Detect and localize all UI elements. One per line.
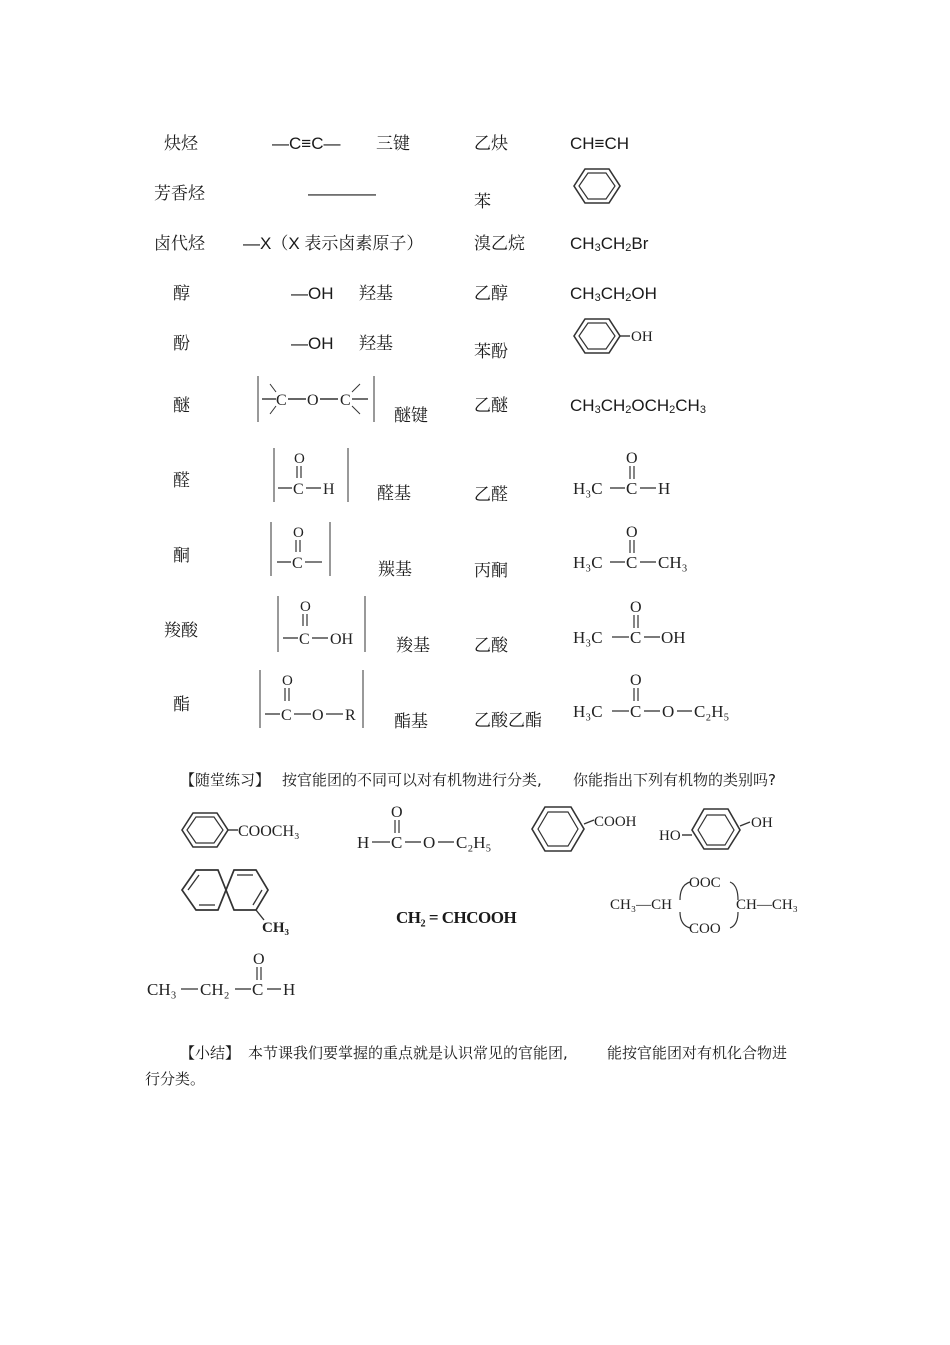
molecule-methylnaphthalene xyxy=(178,866,298,938)
class-ketone: 酮 xyxy=(173,546,190,566)
formula-ethyne: CH≡CH xyxy=(570,134,630,153)
molecule-propanal xyxy=(146,946,316,1004)
svg-text:C: C xyxy=(391,833,403,852)
group-formula-halogen: —X（X 表示卤素原子） xyxy=(243,234,424,253)
svg-text:C: C xyxy=(299,631,310,648)
example-phenol: 苯酚 xyxy=(474,342,508,362)
aldehyde-group-structure xyxy=(273,448,349,502)
ester-group-structure xyxy=(259,670,365,728)
svg-text:O: O xyxy=(253,951,265,968)
group-name-ester: 酯基 xyxy=(394,712,428,732)
group-name-ether-bond: 醚键 xyxy=(394,406,428,426)
svg-text:O: O xyxy=(282,673,293,689)
svg-text:H₃C: H₃C xyxy=(573,628,603,647)
group-formula-hydroxyl: —OH xyxy=(291,284,334,303)
svg-text:O: O xyxy=(300,599,311,615)
phenol-structure-icon xyxy=(572,316,662,356)
acetaldehyde-structure xyxy=(572,447,682,502)
example-acetaldehyde: 乙醛 xyxy=(474,485,508,505)
group-name-carboxyl: 羧基 xyxy=(396,636,430,656)
group-formula-phenol-hydroxyl: —OH xyxy=(291,334,334,353)
svg-text:CH₃—CH: CH₃—CH xyxy=(610,897,672,913)
svg-text:CH₂: CH₂ xyxy=(200,980,230,999)
svg-text:C: C xyxy=(630,702,642,721)
svg-text:CH₃: CH₃ xyxy=(262,920,289,936)
svg-text:COO: COO xyxy=(689,921,721,937)
exercise-text-1: 按官能团的不同可以对有机物进行分类, xyxy=(282,771,542,789)
class-alkyne: 炔烃 xyxy=(164,134,198,154)
summary-tag: 【小结】 xyxy=(180,1044,241,1062)
svg-text:OH: OH xyxy=(330,631,354,648)
svg-text:C₂H₅: C₂H₅ xyxy=(694,702,730,721)
svg-text:O: O xyxy=(312,707,324,724)
carbonyl-group-structure xyxy=(270,522,332,576)
svg-text:C: C xyxy=(281,707,292,724)
group-formula-aromatic: ———— xyxy=(308,184,376,203)
svg-text:C: C xyxy=(340,392,351,409)
formula-ethanol: $CH_3CH_2OH$ xyxy=(570,284,657,304)
class-phenol: 酚 xyxy=(173,334,190,354)
ethyl-acetate-structure xyxy=(572,669,742,727)
molecule-acrylic-acid: CH₂ = CHCOOH xyxy=(396,908,517,927)
acetic-acid-structure xyxy=(572,596,696,651)
example-ethyl-acetate: 乙酸乙酯 xyxy=(474,711,542,731)
svg-text:O: O xyxy=(662,702,675,721)
class-haloalkane: 卤代烃 xyxy=(154,234,205,254)
svg-text:R: R xyxy=(345,707,356,724)
example-ethyne: 乙炔 xyxy=(474,134,508,154)
svg-text:COOCH₃: COOCH₃ xyxy=(238,823,300,840)
svg-text:C: C xyxy=(630,628,642,647)
svg-text:C: C xyxy=(276,392,287,409)
svg-text:H: H xyxy=(283,980,296,999)
example-acetic-acid: 乙酸 xyxy=(474,636,508,656)
svg-text:H: H xyxy=(658,479,671,498)
class-ester: 酯 xyxy=(173,695,190,715)
svg-text:CH₃: CH₃ xyxy=(658,553,688,572)
svg-text:OH: OH xyxy=(661,628,686,647)
group-formula-triple-bond: —C≡C— xyxy=(272,134,341,153)
example-bromoethane: 溴乙烷 xyxy=(474,234,525,254)
example-benzene: 苯 xyxy=(474,192,491,212)
exercise-tag: 【随堂练习】 xyxy=(180,771,271,789)
svg-text:O: O xyxy=(630,599,642,616)
svg-text:OH: OH xyxy=(751,815,773,831)
svg-text:CH—CH₃: CH—CH₃ xyxy=(736,897,798,913)
molecule-hydroquinone xyxy=(658,802,778,854)
group-name-carbonyl: 羰基 xyxy=(378,560,412,580)
svg-text:CH₃: CH₃ xyxy=(147,980,177,999)
svg-text:C: C xyxy=(626,553,638,572)
svg-text:H₃C: H₃C xyxy=(573,553,603,572)
svg-text:H: H xyxy=(357,833,370,852)
svg-text:C: C xyxy=(252,980,264,999)
formula-bromoethane: $CH_3CH_2Br$ xyxy=(570,234,649,254)
exercise-intro xyxy=(180,768,542,792)
example-acetone: 丙酮 xyxy=(474,561,508,581)
svg-text:C: C xyxy=(626,479,638,498)
formula-diethyl-ether: $CH_3CH_2OCH_2CH_3$ xyxy=(570,396,706,416)
svg-text:OOC: OOC xyxy=(689,875,721,891)
class-ether: 醚 xyxy=(173,396,190,416)
ether-bond-structure xyxy=(256,376,376,422)
svg-text:O: O xyxy=(423,833,436,852)
summary-text-3: 行分类。 xyxy=(145,1070,206,1088)
class-aromatic: 芳香烃 xyxy=(154,184,205,204)
example-ethanol: 乙醇 xyxy=(474,284,508,304)
svg-text:O: O xyxy=(307,392,319,409)
svg-text:HO: HO xyxy=(659,828,681,844)
acetone-structure xyxy=(572,521,696,576)
svg-text:O: O xyxy=(630,672,642,689)
molecule-benzoic-acid xyxy=(530,802,640,856)
carboxyl-group-structure xyxy=(277,596,367,652)
svg-text:C: C xyxy=(293,481,304,498)
svg-text:H: H xyxy=(323,481,335,498)
svg-text:O: O xyxy=(391,804,403,821)
class-aldehyde: 醛 xyxy=(173,471,190,491)
group-name-hydroxyl: 羟基 xyxy=(359,284,393,304)
summary-text-2: 能按官能团对有机化合物进 xyxy=(607,1044,788,1062)
svg-text:C: C xyxy=(292,555,303,572)
example-diethyl-ether: 乙醚 xyxy=(474,396,508,416)
molecule-ethyl-formate xyxy=(356,801,506,856)
exercise-question: 你能指出下列有机物的类别吗? xyxy=(573,771,776,789)
group-name-triple-bond: 三键 xyxy=(376,134,410,154)
svg-text:OH: OH xyxy=(631,329,653,345)
svg-text:O: O xyxy=(294,451,305,467)
molecule-methyl-benzoate xyxy=(180,809,330,851)
svg-text:COOH: COOH xyxy=(594,814,637,830)
svg-text:O: O xyxy=(293,525,304,541)
svg-text:O: O xyxy=(626,524,638,541)
group-name-aldehyde: 醛基 xyxy=(377,484,411,504)
class-carboxylic-acid: 羧酸 xyxy=(164,621,198,641)
svg-text:H₃C: H₃C xyxy=(573,702,603,721)
class-alcohol: 醇 xyxy=(173,284,190,304)
svg-text:C₂H₅: C₂H₅ xyxy=(456,833,492,852)
molecule-cyclic-diester xyxy=(610,870,810,940)
benzene-ring-icon xyxy=(572,166,624,206)
summary-text-1: 本节课我们要掌握的重点就是认识常见的官能团, xyxy=(248,1044,568,1062)
svg-text:H₃C: H₃C xyxy=(573,479,603,498)
summary-line-1 xyxy=(180,1041,568,1065)
group-name-phenol-hydroxyl: 羟基 xyxy=(359,334,393,354)
svg-text:O: O xyxy=(626,450,638,467)
